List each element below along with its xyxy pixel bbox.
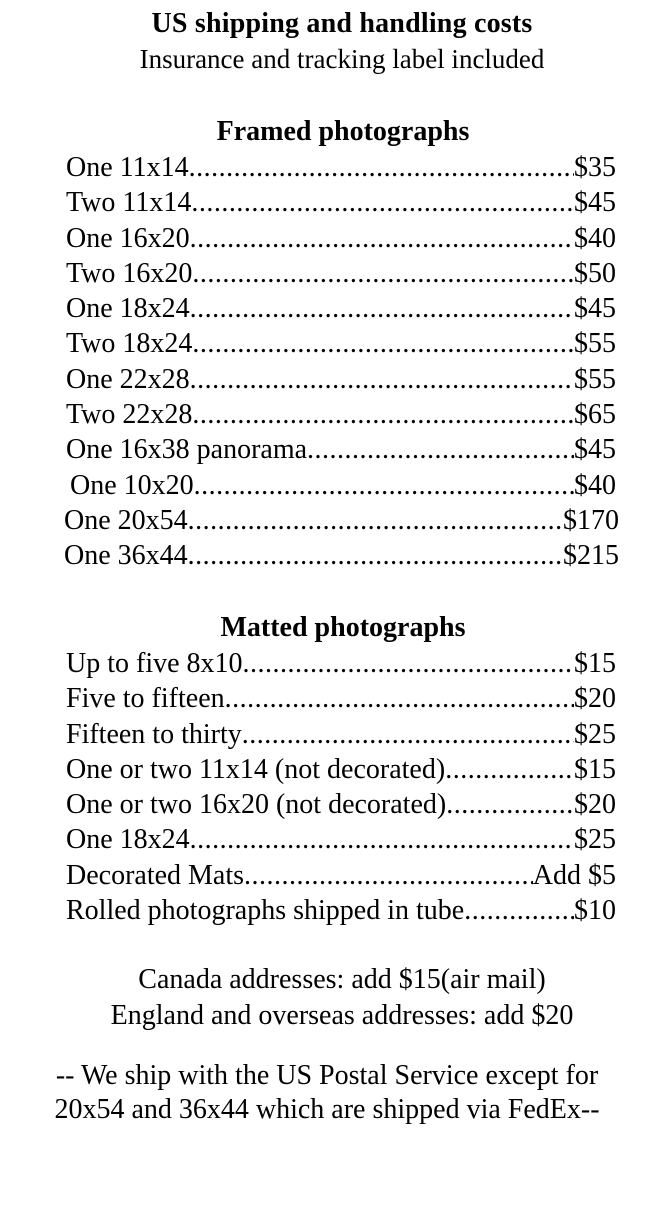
dot-leader: [242, 717, 574, 752]
item-price: $20: [574, 789, 616, 821]
dot-leader: [192, 256, 574, 291]
item-label: Up to five 8x10: [66, 648, 243, 679]
item-label: One 18x24: [66, 824, 190, 856]
item-price: $55: [574, 328, 616, 360]
item-price: $10: [574, 895, 616, 927]
item-label: Two 22x28: [66, 399, 193, 431]
price-row: [66, 362, 616, 397]
dot-leader: [194, 468, 574, 503]
price-row: [64, 538, 619, 573]
item-label: One 10x20: [70, 469, 194, 501]
price-row: [66, 822, 616, 857]
item-label: Two 11x14: [66, 187, 192, 219]
item-price: $215: [563, 540, 619, 572]
item-price: $40: [574, 469, 616, 501]
item-label: One 36x44: [64, 540, 188, 572]
price-row: [66, 432, 616, 467]
price-row: [66, 150, 616, 185]
item-price: $50: [574, 257, 616, 289]
framed-heading: Framed photographs: [216, 116, 470, 147]
item-label: One or two 16x20 (not decorated): [66, 789, 447, 821]
price-row: [66, 752, 616, 787]
item-price: $45: [574, 293, 616, 325]
page-subtitle: Insurance and tracking label included: [139, 44, 545, 74]
dot-leader: [191, 185, 574, 220]
item-label: Two 16x20: [66, 257, 193, 289]
item-price: Add $5: [532, 859, 616, 891]
price-row: [70, 468, 616, 503]
item-price: $35: [574, 152, 616, 183]
item-label: One or two 11x14 (not decorated): [66, 753, 446, 785]
item-price: $45: [574, 187, 616, 219]
price-row: [66, 858, 616, 893]
dot-leader: [189, 150, 574, 185]
item-price: $170: [563, 504, 619, 536]
dot-leader: [188, 538, 563, 573]
matted-heading: Matted photographs: [220, 612, 466, 643]
price-row: [66, 893, 616, 928]
framed-price-list: [64, 150, 619, 574]
item-label: Fifteen to thirty: [66, 718, 242, 750]
item-price: $15: [574, 648, 616, 679]
shipping-carrier-note-line2: 20x54 and 36x44 which are shipped via FedEx--: [54, 1094, 600, 1125]
dot-leader: [225, 681, 574, 716]
item-price: $45: [574, 434, 616, 466]
dot-leader: [307, 432, 574, 467]
price-row: [66, 397, 616, 432]
item-label: One 22x28: [66, 363, 190, 395]
item-price: $20: [574, 683, 616, 715]
dot-leader: [464, 893, 574, 928]
matted-price-list: [66, 646, 616, 928]
item-label: Two 18x24: [66, 328, 193, 360]
item-label: One 16x20: [66, 222, 190, 254]
dot-leader: [445, 752, 574, 787]
dot-leader: [190, 822, 574, 857]
item-label: Five to fifteen: [66, 683, 225, 715]
item-label: One 16x38 panorama: [66, 434, 308, 466]
item-price: $15: [574, 753, 616, 785]
item-label: Rolled photographs shipped in tube: [66, 895, 465, 927]
item-label: One 20x54: [64, 504, 188, 536]
dot-leader: [243, 646, 574, 681]
price-row: [66, 291, 616, 326]
price-row: [66, 185, 616, 220]
dot-leader: [190, 291, 574, 326]
dot-leader: [190, 221, 574, 256]
overseas-note: England and overseas addresses: add $20: [110, 1000, 574, 1031]
dot-leader: [192, 397, 574, 432]
item-price: $65: [574, 399, 616, 431]
item-price: $55: [574, 363, 616, 395]
item-price: $25: [574, 824, 616, 856]
price-row: [66, 717, 616, 752]
item-label: One 18x24: [66, 293, 190, 325]
item-label: One 11x14: [66, 152, 189, 183]
price-row: [66, 681, 616, 716]
price-row: [66, 787, 616, 822]
price-row: [66, 326, 616, 361]
dot-leader: [188, 503, 563, 538]
canada-note: Canada addresses: add $15(air mail): [138, 964, 546, 995]
item-price: $40: [574, 222, 616, 254]
price-row: [64, 503, 619, 538]
item-label: Decorated Mats: [66, 859, 245, 891]
shipping-carrier-note-line1: -- We ship with the US Postal Service except for: [55, 1060, 599, 1091]
dot-leader: [192, 326, 574, 361]
dot-leader: [190, 362, 574, 397]
price-row: [66, 221, 616, 256]
item-price: $25: [574, 718, 616, 750]
dot-leader: [446, 787, 574, 822]
price-row: [66, 646, 616, 681]
price-row: [66, 256, 616, 291]
dot-leader: [244, 858, 533, 893]
page-title: US shipping and handling costs: [151, 8, 533, 39]
